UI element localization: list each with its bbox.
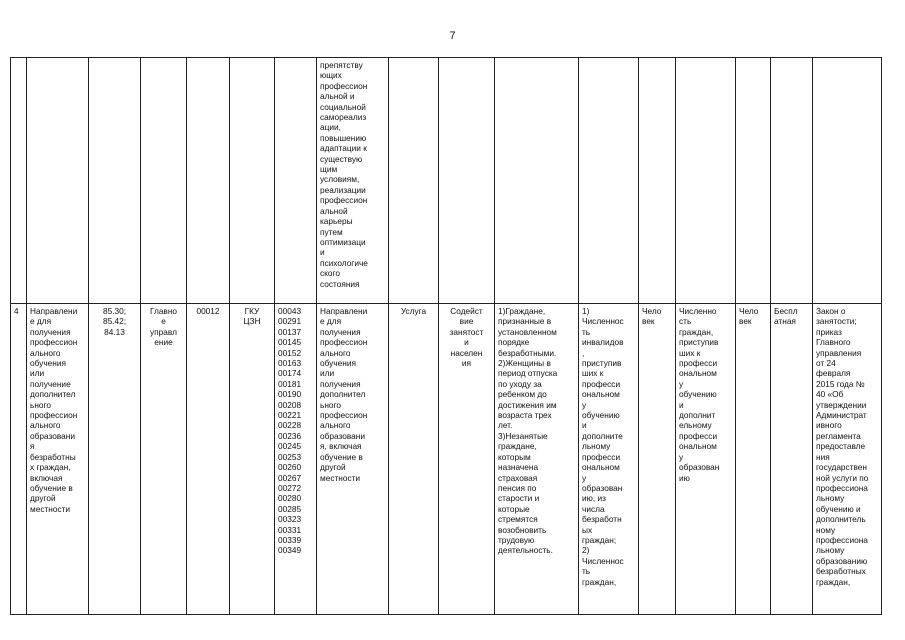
cell-institution-cont xyxy=(230,58,275,304)
cell-okved-cont xyxy=(89,58,141,304)
table-row xyxy=(11,304,882,615)
cell-service-sphere: Содейст вие занятост и населен ия xyxy=(439,304,495,615)
cell-volume-indicators: 1) Численнос ть инвалидов , приступив ших к професси ональном у обучению и дополните льному професси ональном у образован ию, из числа безработн ых граждан; 2) Численнос ть граждан, xyxy=(579,304,639,615)
services-registry-table xyxy=(10,57,882,615)
cell-recipients: 1)Граждане, признанные в установленном порядке безработными. 2)Женщины в период отпуска по уходу за ребенком до достижения им возраста трех лет. 3)Незанятые граждане, которым назначена страховая пенсия по старости и которые стремятся возобновить трудовую деятельность. xyxy=(495,304,579,615)
cell-volume-unit: Чело век xyxy=(639,304,676,615)
cell-authority-code-cont xyxy=(187,58,230,304)
cell-legal-basis: Закон о занятости; приказ Главного управления от 24 февраля 2015 года № 40 «Об утверждении Администрат ивного регламента предоставле ния государствен ной услуги по профессиона льному обучению и дополнитель ному профессиона льному образованию безработных граждан, xyxy=(813,304,882,615)
table-row xyxy=(11,58,882,304)
cell-quality-indicator: Численно сть граждан, приступив ших к професси ональном у обучению и дополнит ельному професси ональном у образован ию xyxy=(676,304,736,615)
cell-legal-cont xyxy=(813,58,882,304)
cell-payment: Беспл атная xyxy=(771,304,813,615)
cell-goal-text: препятству ющих профессион альной и социальной самореализ ации, повышению адаптации к существую щим условиям, реализации профессион альной карьеры путем оптимизаци и психологиче ского состояния xyxy=(317,58,389,304)
cell-name-cont xyxy=(27,58,89,304)
cell-volume-unit-cont xyxy=(639,58,676,304)
cell-service-type: Услуга xyxy=(389,304,439,615)
cell-okved: 85.30; 85.42; 84.13 xyxy=(89,304,141,615)
page-number: 7 xyxy=(449,30,456,42)
cell-quality-unit: Чело век xyxy=(736,304,771,615)
cell-volume-cont xyxy=(579,58,639,304)
cell-type-cont xyxy=(389,58,439,304)
cell-quality-cont xyxy=(676,58,736,304)
cell-service-content: Направлени е для получения профессион ального обучения или получения дополнител ьного профессион ального образовани я, включая обучение в другой местности xyxy=(317,304,389,615)
cell-quality-unit-cont xyxy=(736,58,771,304)
cell-number-cont xyxy=(11,58,27,304)
cell-service-codes: 00043 00291 00137 00145 00152 00163 00174 00181 00190 00208 00221 00228 00236 00245 00253 00260 00267 00272 00280 00285 00323 00331 00339 00349 xyxy=(275,304,317,615)
cell-authority-cont xyxy=(141,58,187,304)
cell-service-name: Направлени е для получения профессион ального обучения или получение дополнител ьного профессион ального образовани я безработны х граждан, включая обучение в другой местности xyxy=(27,304,89,615)
cell-codes-cont xyxy=(275,58,317,304)
cell-sphere-cont xyxy=(439,58,495,304)
cell-payment-cont xyxy=(771,58,813,304)
cell-row-number: 4 xyxy=(11,304,27,615)
cell-institution: ГКУ ЦЗН xyxy=(230,304,275,615)
cell-authority: Главно е управл ение xyxy=(141,304,187,615)
cell-recipients-cont xyxy=(495,58,579,304)
cell-authority-code: 00012 xyxy=(187,304,230,615)
